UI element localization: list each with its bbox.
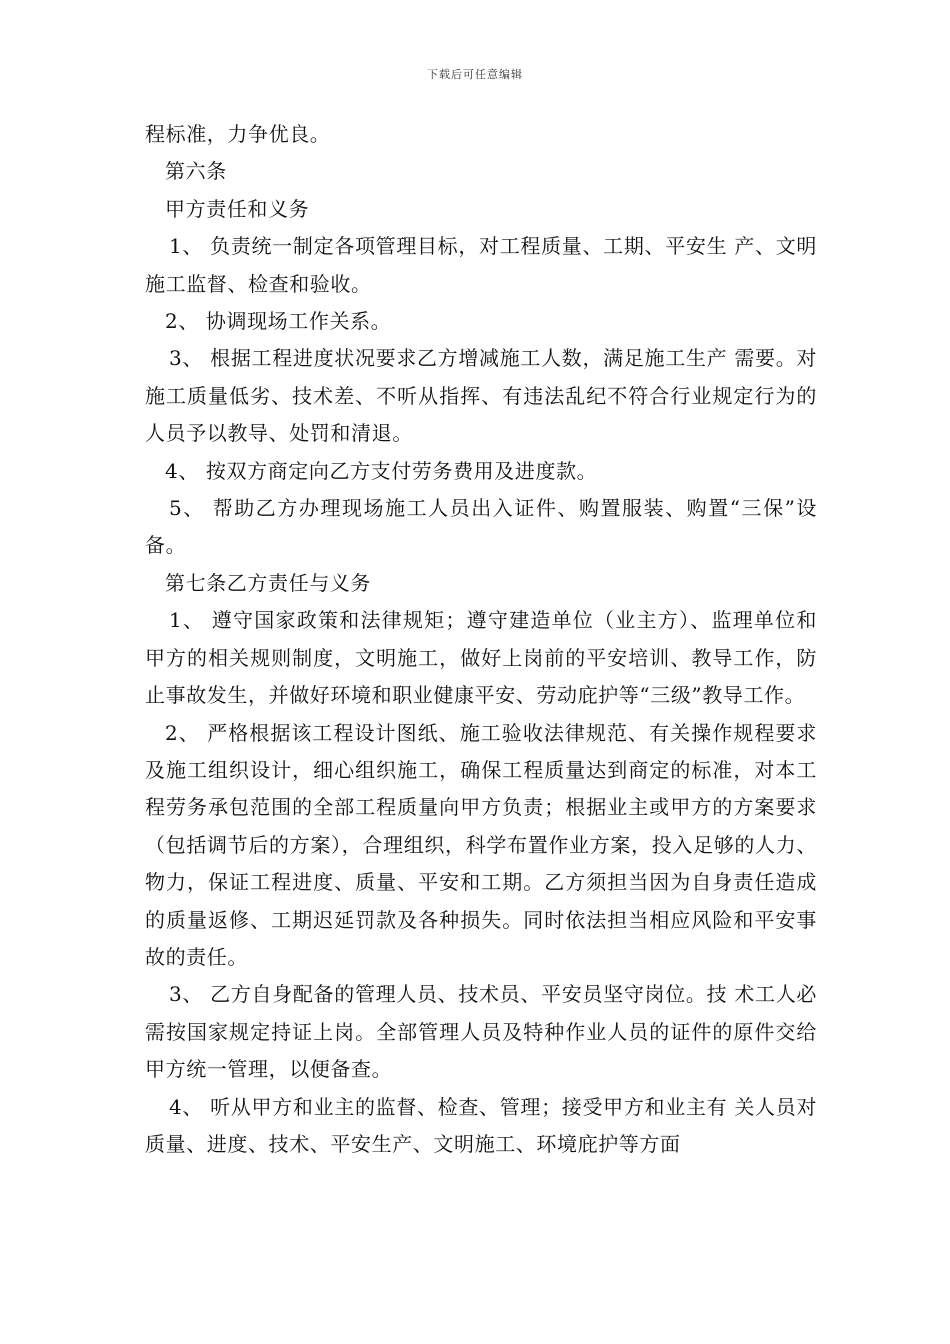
paragraph: 5、 帮助乙方办理现场施工人员出入证件、购置服装、购置“三保”设备。 bbox=[145, 496, 817, 558]
section-heading-article-6: 第六条 bbox=[165, 159, 227, 184]
paragraph: 1、 遵守国家政策和法律规矩；遵守建造单位（业主方）、监理单位和甲方的相关规则制度，文明施工，做好上岗前的平安培训、教导工作，防止事故发生，并做好环境和职业健康平安、劳动庇护等“三级”教导工作。 bbox=[145, 608, 818, 708]
document-body bbox=[145, 116, 817, 1163]
section-heading-article-7: 第七条乙方责任与义务 bbox=[165, 570, 371, 595]
page-header: 下载后可任意编辑 bbox=[427, 68, 523, 81]
paragraph: 4、 按双方商定向乙方支付劳务费用及进度款。 bbox=[165, 458, 598, 483]
paragraph: 2、 协调现场工作关系。 bbox=[165, 309, 392, 334]
paragraph: 4、 听从甲方和业主的监督、检查、管理；接受甲方和业主有 关人员对质量、进度、技术、平安生产、文明施工、环境庇护等方面 bbox=[145, 1094, 817, 1156]
paragraph: 2、 严格根据该工程设计图纸、施工验收法律规范、有关操作规程要求及施工组织设计，细心组织施工，确保工程质量达到商定的标准，对本工程劳务承包范围的全部工程质量向甲方负责；根据业主或甲方的方案要求（包括调节后的方案），合理组织，科学布置作业方案，投入足够的人力、物力，保证工程进度、质量、平安和工期。乙方须担当因为自身责任造成的质量返修、工期迟延罚款及各种损失。同时依法担当相应风险和平安事故的责任。 bbox=[145, 720, 817, 969]
section-subheading-party-a: 甲方责任和义务 bbox=[165, 196, 310, 221]
paragraph: 1、 负责统一制定各项管理目标，对工程质量、工期、平安生 产、文明施工监督、检查和验收。 bbox=[145, 234, 817, 296]
paragraph: 3、 根据工程进度状况要求乙方增减施工人数，满足施工生产 需要。对施工质量低劣、技术差、不听从指挥、有违法乱纪不符合行业规定行为的人员予以教导、处罚和清退。 bbox=[145, 346, 817, 446]
paragraph: 3、 乙方自身配备的管理人员、技术员、平安员坚守岗位。技 术工人必需按国家规定持证上岗。全部管理人员及特种作业人员的证件的原件交给甲方统一管理，以便备查。 bbox=[145, 982, 817, 1082]
paragraph: 程标准，力争优良。 bbox=[145, 122, 331, 146]
